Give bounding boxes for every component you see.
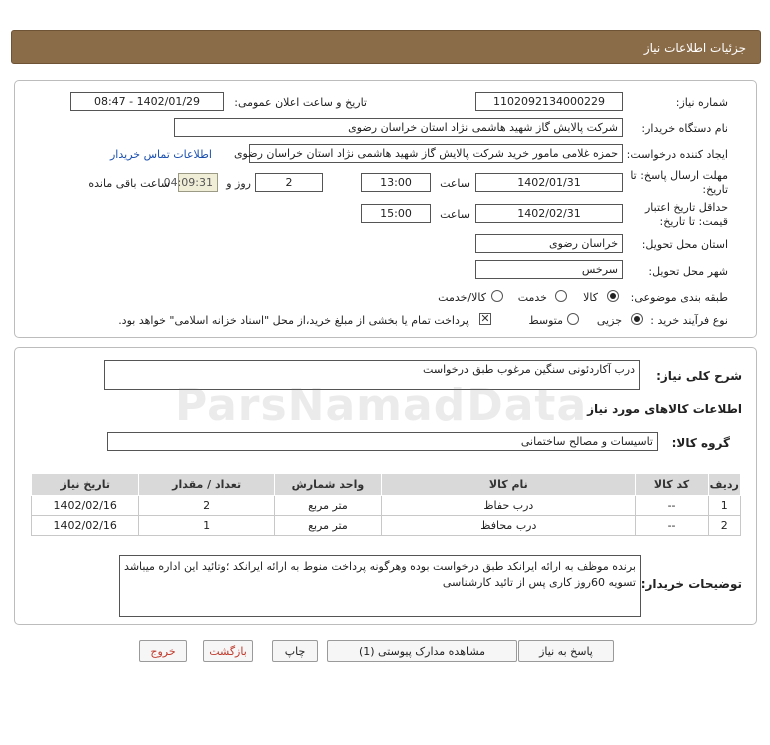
table-header-row (32, 474, 741, 496)
summary-label: شرح کلی نیاز: (656, 369, 742, 383)
table-row (32, 516, 741, 536)
need-number-label: شماره نیاز: (675, 96, 728, 109)
need-info-panel (14, 80, 757, 338)
cell-date: 1402/02/16 (32, 516, 139, 536)
validity-label: حداقل تاریخ اعتبار قیمت: تا تاریخ: (644, 201, 728, 228)
validity-date-field: 1402/02/31 (475, 204, 623, 223)
remaining-time-field: 04:09:31 (178, 173, 218, 192)
cell-row: 1 (708, 496, 740, 516)
col-code: کد کالا (635, 474, 708, 496)
exit-button[interactable]: خروج (139, 640, 187, 662)
category-goods-label: کالا (583, 291, 598, 304)
process-radio-medium[interactable] (567, 313, 579, 325)
need-number-field: 1102092134000229 (475, 92, 623, 111)
page-title: جزئیات اطلاعات نیاز (643, 41, 746, 55)
process-radio-minor[interactable] (631, 313, 643, 325)
cell-unit: متر مربع (274, 496, 381, 516)
buyer-notes-label: توضیحات خریدار: (640, 577, 742, 591)
remaining-label: ساعت باقی مانده (88, 177, 170, 190)
cell-qty: 2 (139, 496, 274, 516)
cell-code: -- (635, 496, 708, 516)
back-button[interactable]: بازگشت (203, 640, 253, 662)
reply-deadline-label: مهلت ارسال پاسخ: تا تاریخ: (630, 169, 728, 196)
cell-date: 1402/02/16 (32, 496, 139, 516)
reply-time-label: ساعت (440, 177, 470, 190)
validity-time-label: ساعت (440, 208, 470, 221)
process-label: نوع فرآیند خرید : (650, 314, 728, 327)
goods-group-label: گروه کالا: (671, 436, 730, 450)
buyer-contact-link[interactable]: اطلاعات تماس خریدار (110, 148, 212, 161)
header-bar (11, 30, 761, 64)
city-label: شهر محل تحویل: (648, 265, 728, 278)
buyer-field: شرکت پالایش گاز شهید هاشمی نژاد استان خراسان رضوی (174, 118, 623, 137)
creator-label: ایجاد کننده درخواست: (626, 148, 728, 161)
cell-unit: متر مربع (274, 516, 381, 536)
category-service-label: خدمت (517, 291, 547, 304)
process-minor-label: جزیی (596, 314, 622, 327)
reply-time-field: 13:00 (361, 173, 431, 192)
print-button[interactable]: چاپ (272, 640, 318, 662)
cell-row: 2 (708, 516, 740, 536)
cell-qty: 1 (139, 516, 274, 536)
buyer-label: نام دستگاه خریدار: (641, 122, 728, 135)
goods-group-field: تاسیسات و مصالح ساختمانی (107, 432, 658, 451)
col-date: تاریخ نیاز (32, 474, 139, 496)
view-documents-button[interactable]: مشاهده مدارک پیوستی (1) (327, 640, 517, 662)
city-field: سرخس (475, 260, 623, 279)
category-radio-service[interactable] (555, 290, 567, 302)
col-row: ردیف (708, 474, 740, 496)
goods-table (31, 473, 741, 536)
creator-field: حمزه غلامی مامور خرید شرکت پالایش گاز شهید هاشمی نژاد استان خراسان رضوی (249, 144, 623, 163)
table-row (32, 496, 741, 516)
need-details-panel (14, 347, 757, 625)
days-label: روز و (226, 177, 251, 190)
reply-button[interactable]: پاسخ به نیاز (518, 640, 614, 662)
col-unit: واحد شمارش (274, 474, 381, 496)
payment-note: پرداخت تمام یا بخشی از مبلغ خرید،از محل "اسناد خزانه اسلامی" خواهد بود. (118, 314, 469, 327)
category-label: طبقه بندی موضوعی: (630, 291, 728, 304)
treasury-checkbox[interactable]: ✕ (480, 312, 490, 325)
cell-name: درب محافظ (382, 516, 635, 536)
category-both-label: کالا/خدمت (438, 291, 486, 304)
goods-info-title: اطلاعات کالاهای مورد نیاز (587, 402, 742, 416)
buyer-notes-field: برنده موظف به ارائه ایرانکد طبق درخواست بوده وهرگونه پرداخت منوط به ارائه ایرانکد ؛وتائید این اداره میباشد تسویه 60روز کاری پس از تائید کارشناسی (119, 555, 641, 617)
announce-label: تاریخ و ساعت اعلان عمومی: (234, 96, 367, 109)
col-name: نام کالا (382, 474, 635, 496)
category-radio-goods[interactable] (607, 290, 619, 302)
cell-code: -- (635, 516, 708, 536)
announce-field: 1402/01/29 - 08:47 (70, 92, 224, 111)
col-qty: تعداد / مقدار (139, 474, 274, 496)
cell-name: درب حفاظ (382, 496, 635, 516)
reply-date-field: 1402/01/31 (475, 173, 623, 192)
province-field: خراسان رضوی (475, 234, 623, 253)
validity-time-field: 15:00 (361, 204, 431, 223)
process-medium-label: متوسط (528, 314, 563, 327)
province-label: استان محل تحویل: (641, 238, 728, 251)
days-field: 2 (255, 173, 323, 192)
category-radio-both[interactable] (491, 290, 503, 302)
summary-field: درب آکاردئونی سنگین مرغوب طبق درخواست (104, 360, 640, 390)
